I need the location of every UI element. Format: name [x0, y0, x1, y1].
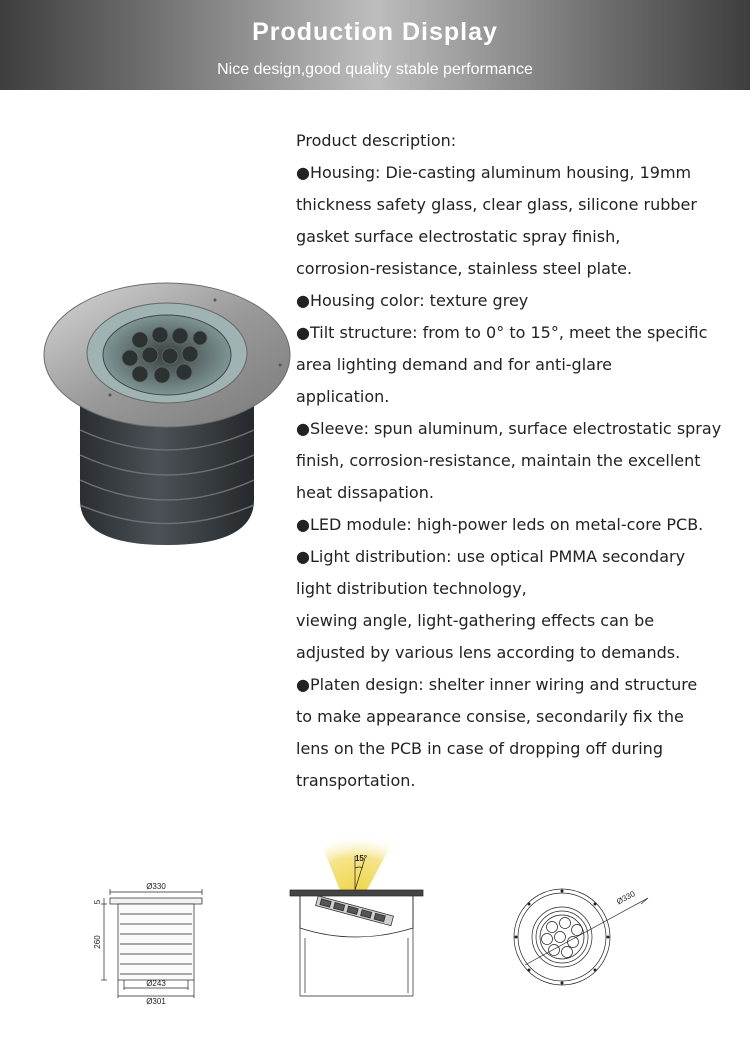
product-image: [40, 280, 295, 560]
desc-line: light distribution technology,: [296, 579, 527, 598]
desc-line: thickness safety glass, clear glass, silicone rubber: [296, 195, 697, 214]
top-view-drawing: [505, 880, 655, 1000]
page-subtitle: Nice design,good quality stable performance: [217, 61, 533, 78]
dim-top-diameter: Ø330: [146, 882, 166, 891]
desc-line: to make appearance consise, secondarily fix the: [296, 707, 684, 726]
dim-body-height: 260: [93, 935, 102, 949]
dim-bottom-inner: Ø243: [146, 979, 166, 988]
desc-line: gasket surface electrostatic spray finish,: [296, 227, 621, 246]
desc-line: lens on the PCB in case of dropping off during: [296, 739, 663, 758]
desc-line: ●Platen design: shelter inner wiring and structure: [296, 675, 698, 694]
tilt-angle-label: 15°: [354, 854, 368, 863]
header-banner: [0, 0, 750, 90]
desc-line: ●Housing color: texture grey: [296, 291, 529, 310]
desc-line: ●Sleeve: spun aluminum, surface electrostatic spray: [296, 419, 722, 438]
desc-line: transportation.: [296, 771, 416, 790]
product-description: [296, 125, 741, 797]
desc-line: adjusted by various lens according to demands.: [296, 643, 681, 662]
desc-line: Product description:: [296, 131, 457, 150]
desc-line: area lighting demand and for anti-glare: [296, 355, 613, 374]
desc-line: finish, corrosion-resistance, maintain the excellent: [296, 451, 701, 470]
desc-line: corrosion-resistance, stainless steel plate.: [296, 259, 633, 278]
desc-line: ●LED module: high-power leds on metal-core PCB.: [296, 515, 704, 534]
desc-line: viewing angle, light-gathering effects can be: [296, 611, 655, 630]
section-view-drawing: [285, 828, 430, 1003]
dim-flange-height: 5: [93, 899, 102, 905]
dim-bottom-outer: Ø301: [146, 997, 166, 1005]
desc-line: heat dissapation.: [296, 483, 434, 502]
side-view-drawing: [90, 880, 220, 1005]
desc-line: ●Housing: Die-casting aluminum housing, 19mm: [296, 163, 692, 182]
page-title: Production Display: [252, 18, 498, 46]
desc-line: application.: [296, 387, 390, 406]
dim-top-view-diameter: Ø330: [615, 889, 637, 907]
desc-line: ●Light distribution: use optical PMMA secondary: [296, 547, 686, 566]
desc-line: ●Tilt structure: from to 0° to 15°, meet the specific: [296, 323, 708, 342]
